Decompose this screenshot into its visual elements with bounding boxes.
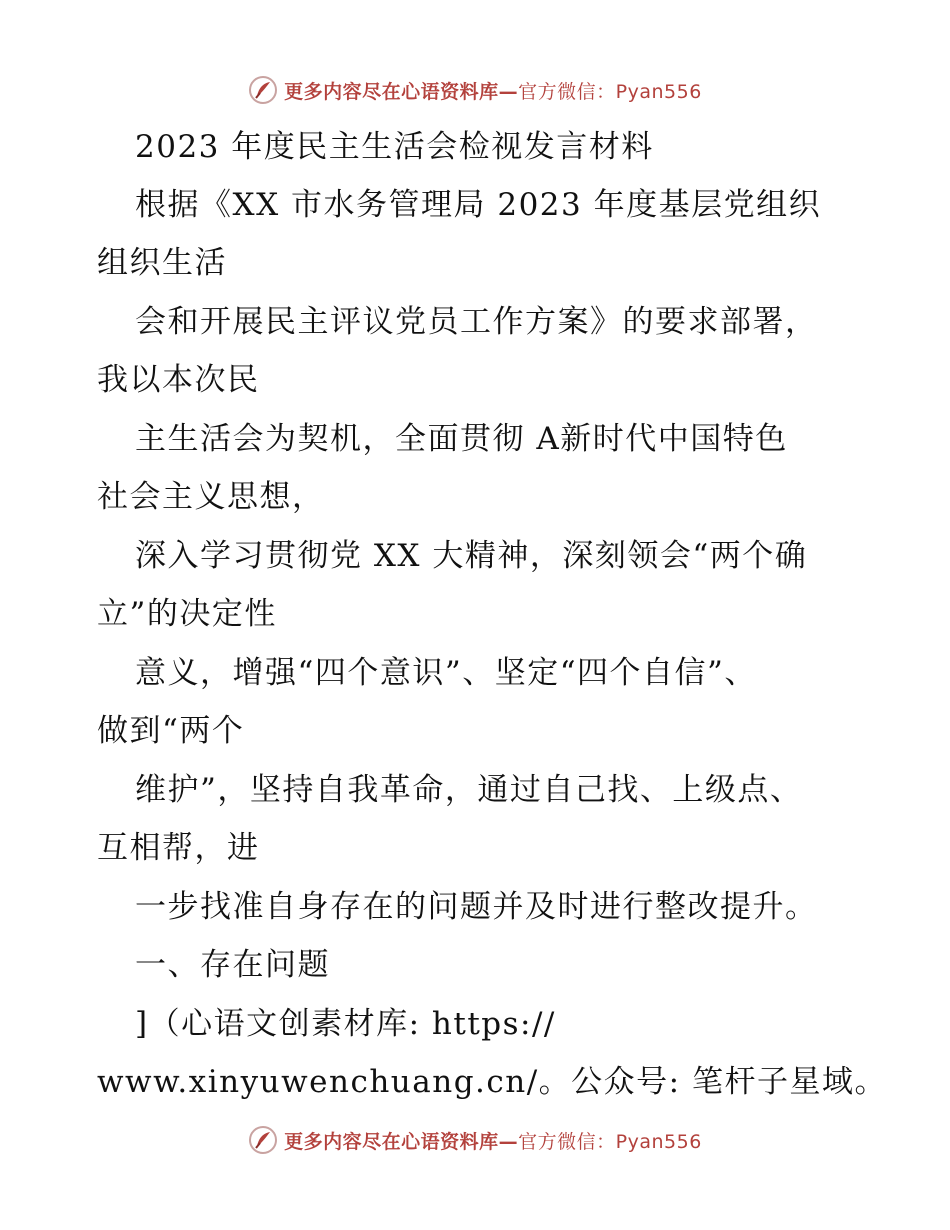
watermark-main-text: 更多内容尽在心语资料库	[284, 1130, 499, 1153]
paragraph-line: 根据《XX 市水务管理局 2023 年度基层党组织	[135, 187, 822, 223]
paragraph-line: 主生活会为契机，全面贯彻 A新时代中国特色	[135, 421, 788, 457]
watermark-wechat-text: 官方微信：Pyan556	[518, 1130, 702, 1153]
header-watermark-banner	[0, 70, 950, 110]
watermark-dash: —	[498, 80, 519, 103]
paragraph-line: 维护”，坚持自我革命，通过自己找、上级点、	[135, 772, 803, 808]
paragraph-line: 互相帮，进	[97, 830, 260, 866]
watermark-main-text: 更多内容尽在心语资料库	[284, 80, 499, 103]
paragraph-line: 社会主义思想，	[97, 479, 325, 515]
watermark-text	[284, 77, 702, 104]
watermark-dash: —	[498, 1130, 519, 1153]
watermark-wechat-text: 官方微信：Pyan556	[518, 80, 702, 103]
brand-logo-icon	[248, 1125, 278, 1155]
footer-watermark-banner	[0, 1120, 950, 1160]
paragraph-line: 组织生活	[97, 245, 227, 281]
document-title: 2023 年度民主生活会检视发言材料	[135, 129, 654, 165]
brand-logo-icon	[248, 75, 278, 105]
paragraph-line: 会和开展民主评议党员工作方案》的要求部署，	[135, 304, 818, 340]
section-heading: 一、存在问题	[135, 947, 330, 983]
paragraph-line: 深入学习贯彻党 XX 大精神，深刻领会“两个确	[135, 538, 808, 574]
paragraph-line: 我以本次民	[97, 362, 260, 398]
watermark-text	[284, 1127, 702, 1154]
paragraph-line: 立”的决定性	[97, 596, 277, 632]
paragraph-line: 做到“两个	[97, 713, 245, 749]
paragraph-line: ]（心语文创素材库: https://	[135, 1006, 556, 1042]
paragraph-line: 一步找准自身存在的问题并及时进行整改提升。	[135, 889, 818, 925]
paragraph-line: 意义，增强“四个意识”、坚定“四个自信”、	[135, 655, 757, 691]
paragraph-line: www.xinyuwenchuang.cn/。公众号: 笔杆子星域。	[97, 1064, 887, 1100]
